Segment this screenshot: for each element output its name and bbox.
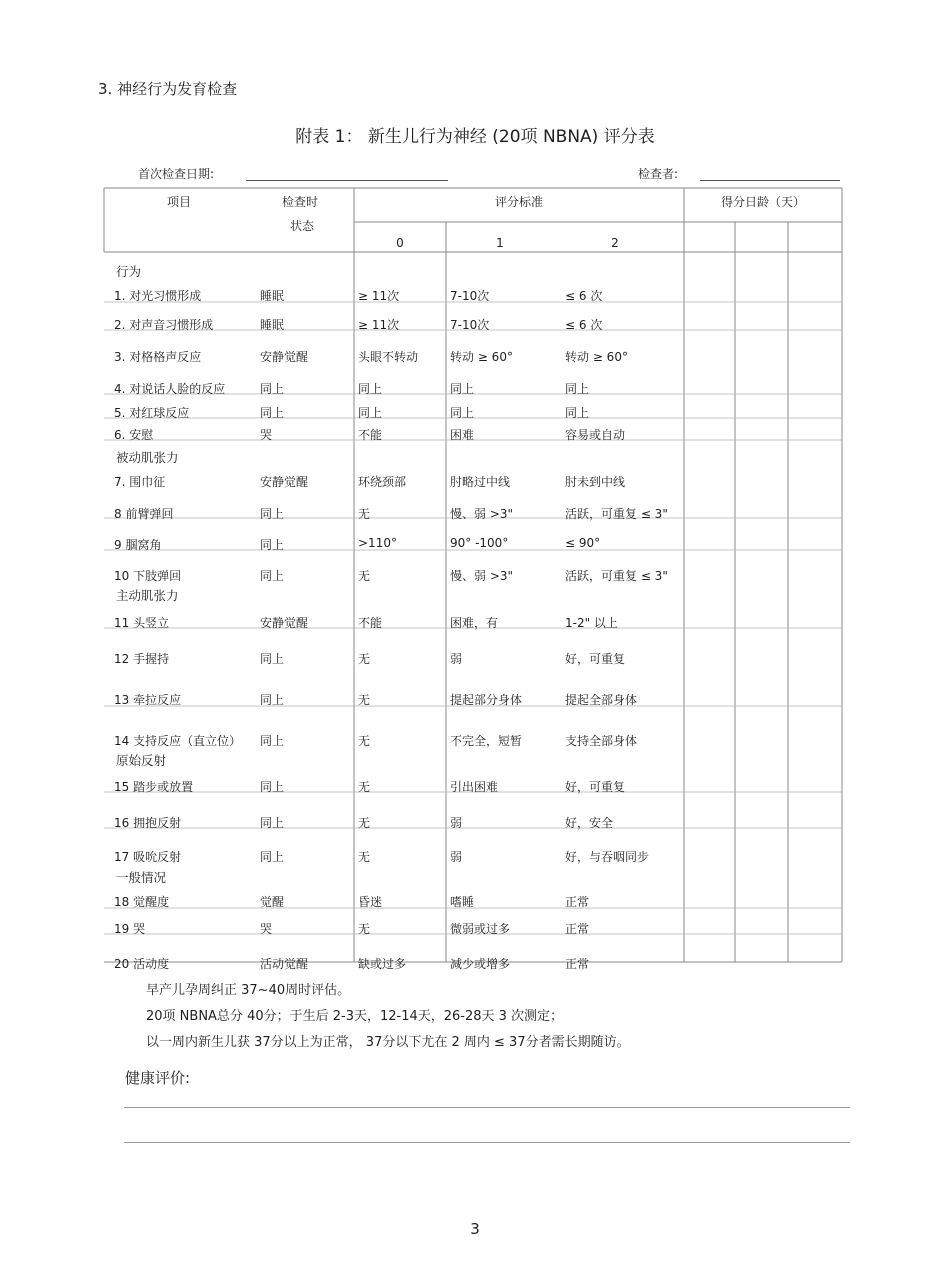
row-score-1: 慢、弱 >3" [450,569,514,583]
row-exam-state: 同上 [260,507,285,521]
row-score-0: 同上 [358,406,383,420]
header-score-1: 1 [496,236,504,250]
row-score-0: 无 [358,780,371,794]
row-score-1: 7-10次 [450,289,490,303]
row-score-2: 正常 [565,957,590,971]
row-score-1: 提起部分身体 [450,693,523,707]
row-score-1: 转动 ≥ 60° [450,350,513,364]
note-line: 早产儿孕周纠正 37~40周时评估。 [146,983,351,998]
row-score-2: 活跃，可重复 ≤ 3" [565,569,668,583]
section-heading: 3. 神经行为发育检查 [98,80,238,98]
row-item: 1. 对光习惯形成 [114,289,202,303]
examiner-line [700,180,840,181]
row-exam-state: 同上 [260,406,285,420]
row-score-0: ≥ 11次 [358,289,400,303]
row-score-1: 同上 [450,406,475,420]
examiner-label: 检查者: [638,167,679,181]
row-score-2: 容易或自动 [565,428,626,442]
row-score-2: 同上 [565,406,590,420]
header-score-age: 得分日龄（天） [720,195,805,209]
row-item: 3. 对格格声反应 [114,350,202,364]
row-score-2: 提起全部身体 [565,693,638,707]
first-exam-date-label: 首次检查日期: [138,167,215,181]
row-item: 4. 对说话人脸的反应 [114,382,226,396]
row-score-2: 好，与吞咽同步 [565,850,650,864]
row-score-0: 无 [358,569,371,583]
row-score-1: 弱 [450,816,463,830]
row-score-2: ≤ 90° [565,536,601,550]
row-item: 19 哭 [114,922,146,936]
row-item: 11 头竖立 [114,616,170,630]
row-exam-state: 同上 [260,734,285,748]
row-score-0: 无 [358,850,371,864]
row-exam-state: 哭 [260,922,273,936]
row-item: 16 拥抱反射 [114,816,182,830]
row-score-0: 头眼不转动 [358,350,419,364]
row-score-1: 慢、弱 >3" [450,507,514,521]
row-score-0: 无 [358,816,371,830]
row-exam-state: 觉醒 [260,895,285,909]
row-score-2: 正常 [565,895,590,909]
row-score-2: 肘未到中线 [565,475,626,489]
row-score-1: 嗜睡 [450,895,475,909]
row-exam-state: 同上 [260,780,285,794]
row-exam-state: 安静觉醒 [260,350,309,364]
row-score-1: 减少或增多 [450,957,511,971]
note-line: 20项 NBNA总分 40分；于生后 2-3天，12-14天，26-28天 3 次测定； [146,1009,564,1024]
row-score-0: 无 [358,507,371,521]
row-score-1: 微弱或过多 [450,922,511,936]
row-score-2: 好，可重复 [565,652,626,666]
note-line: 以一周内新生儿获 37分以上为正常， 37分以下尤在 2 周内 ≤ 37分者需长期随访。 [146,1035,630,1050]
row-exam-state: 活动觉醒 [260,957,309,971]
row-item: 18 觉醒度 [114,895,170,909]
row-item: 12 手握持 [114,652,170,666]
row-score-2: 同上 [565,382,590,396]
row-score-0: 无 [358,693,371,707]
row-score-0: 环绕颈部 [358,475,407,489]
row-exam-state: 同上 [260,382,285,396]
row-score-2: 支持全部身体 [565,734,638,748]
health-evaluation-line [124,1107,850,1108]
row-score-0: 不能 [358,616,383,630]
row-score-0: 无 [358,922,371,936]
row-score-1: 困难，有 [450,616,499,630]
row-exam-state: 同上 [260,538,285,552]
category-passive-tone: 被动肌张力 [116,450,179,465]
category-active-tone: 主动肌张力 [116,588,179,603]
row-score-0: 缺或过多 [358,957,407,971]
row-exam-state: 同上 [260,693,285,707]
row-item: 6. 安慰 [114,428,154,442]
row-score-2: ≤ 6 次 [565,289,603,303]
row-score-1: 7-10次 [450,318,490,332]
row-item: 20 活动度 [114,957,170,971]
row-score-0: ≥ 11次 [358,318,400,332]
row-score-0: 无 [358,734,371,748]
row-score-1: 同上 [450,382,475,396]
row-item: 10 下肢弹回 [114,569,182,583]
row-score-2: ≤ 6 次 [565,318,603,332]
row-item: 5. 对红球反应 [114,406,190,420]
row-score-2: 转动 ≥ 60° [565,350,628,364]
row-score-2: 活跃，可重复 ≤ 3" [565,507,668,521]
row-score-1: 不完全，短暂 [450,734,523,748]
row-score-2: 好，安全 [565,816,614,830]
header-scoring-criteria: 评分标准 [494,195,543,209]
row-score-1: 弱 [450,850,463,864]
row-exam-state: 哭 [260,428,273,442]
header-score-0: 0 [396,236,404,250]
category-behavior: 行为 [116,264,142,279]
table-title: 附表 1： 新生儿行为神经 (20项 NBNA) 评分表 [295,127,655,147]
row-item: 8 前臂弹回 [114,507,174,521]
row-score-1: 困难 [450,428,475,442]
row-score-2: 1-2" 以上 [565,616,618,630]
row-score-2: 好，可重复 [565,780,626,794]
header-exam-state-line1: 检查时 [282,195,319,209]
row-item: 7. 围巾征 [114,475,166,489]
row-score-1: 弱 [450,652,463,666]
row-exam-state: 睡眠 [260,318,285,332]
row-item: 17 吸吮反射 [114,850,182,864]
header-exam-state-line2: 状态 [290,219,315,233]
row-score-2: 正常 [565,922,590,936]
row-score-1: 90° -100° [450,536,509,550]
row-exam-state: 同上 [260,816,285,830]
page-number: 3 [470,1220,480,1238]
row-exam-state: 睡眠 [260,289,285,303]
row-score-1: 肘略过中线 [450,475,511,489]
category-primitive-reflex: 原始反射 [116,753,167,768]
row-score-1: 引出困难 [450,780,499,794]
row-exam-state: 安静觉醒 [260,616,309,630]
row-exam-state: 同上 [260,652,285,666]
row-item: 14 支持反应（直立位） [114,734,242,748]
row-score-0: 无 [358,652,371,666]
header-item: 项目 [167,195,192,209]
row-item: 2. 对声音习惯形成 [114,318,214,332]
health-evaluation-label: 健康评价: [125,1069,191,1087]
health-evaluation-line [124,1142,850,1143]
first-exam-date-line [246,180,448,181]
category-general: 一般情况 [116,870,167,885]
header-score-2: 2 [611,236,619,250]
row-score-0: 同上 [358,382,383,396]
row-exam-state: 同上 [260,850,285,864]
row-score-0: 不能 [358,428,383,442]
row-item: 15 踏步或放置 [114,780,194,794]
row-exam-state: 同上 [260,569,285,583]
row-score-0: >110° [358,536,397,550]
row-score-0: 昏迷 [358,895,383,909]
row-item: 13 牵拉反应 [114,693,182,707]
row-exam-state: 安静觉醒 [260,475,309,489]
row-item: 9 腘窝角 [114,538,162,552]
